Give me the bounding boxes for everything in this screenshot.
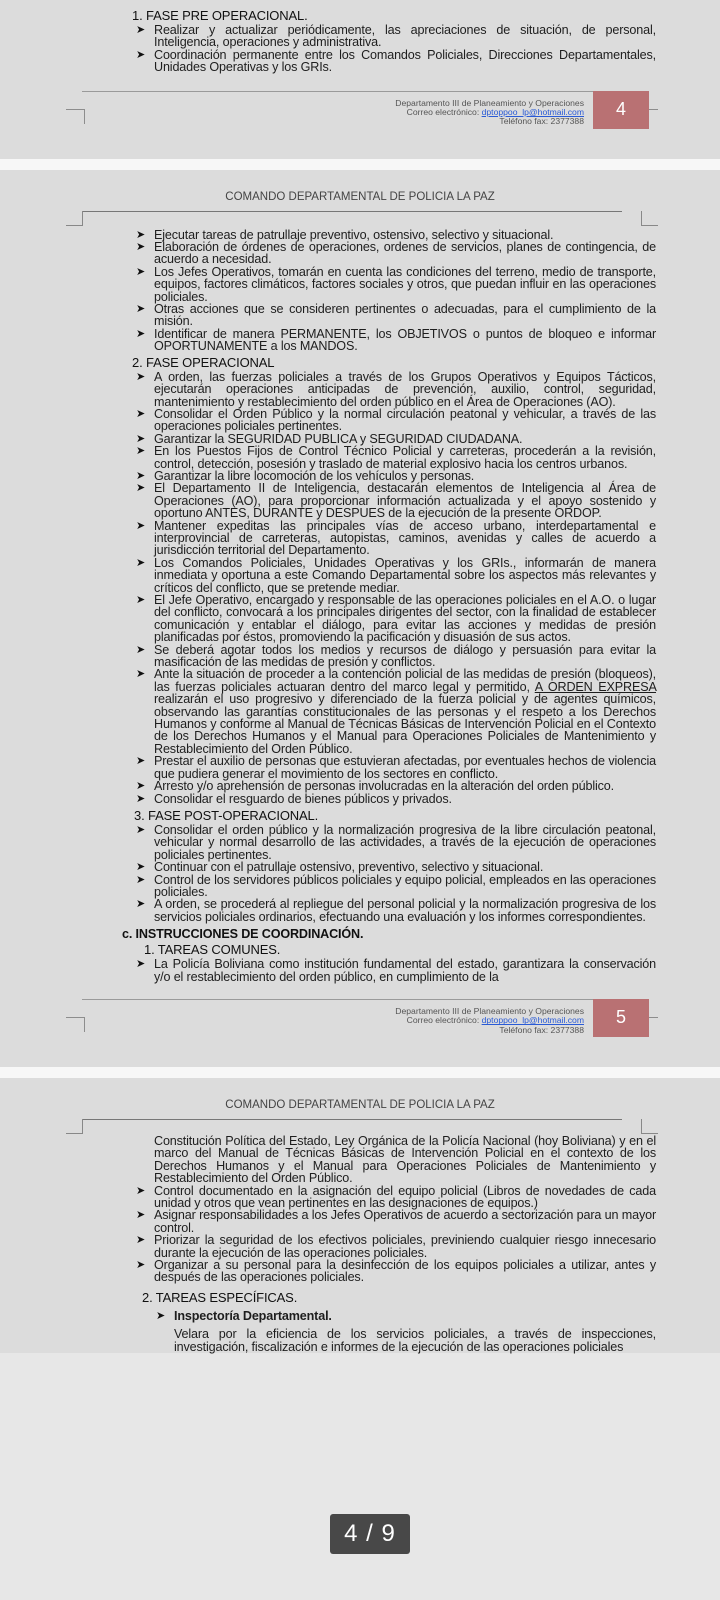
- item-text: La Policía Boliviana como institución fundamental del estado, garantizara la conservación y/o el restablecimiento del orden público, en cumplimiento de la: [154, 957, 656, 984]
- arrowhead-bullet-icon: ➤: [136, 469, 146, 482]
- bullet-list: [132, 371, 656, 805]
- subsection-title: 1. TAREAS COMUNES.: [144, 942, 281, 958]
- page-5: [0, 170, 720, 1067]
- item-text: Ante la situación de proceder a la contención policial de las medidas de presión (bloqueos), las fuerzas policiales actuaran dentro del marco legal y permitido,: [154, 667, 656, 694]
- page-4: [0, 0, 720, 159]
- page-4-content: [0, 8, 720, 74]
- list-item: [136, 1234, 656, 1259]
- list-item: [136, 780, 656, 792]
- item-text: Garantizar la libre locomoción de los vehículos y personas.: [154, 468, 475, 483]
- list-item: [136, 958, 656, 983]
- arrowhead-bullet-icon: ➤: [136, 482, 146, 495]
- list-item: [136, 861, 656, 873]
- bullet-list: [132, 1185, 656, 1284]
- item-text: Los Jefes Operativos, tomarán en cuenta las condiciones del terreno, medio de transporte, equipos, factores climáticos, factores sociales y otros, que puedan influir en las operaciones policiales.: [154, 264, 656, 304]
- item-text: El Departamento II de Inteligencia, destacarán elementos de Inteligencia al Área de Operaciones (AO), para proporcionar información actualizada y el apoyo sostenido y oportuno ANTES, DURANTE y DESPUES de la ejecución de la presente ORDOP.: [154, 481, 656, 521]
- header-title: COMANDO DEPARTAMENTAL DE POLICIA LA PAZ: [225, 1098, 495, 1111]
- item-text: Organizar a su personal para la desinfección de los equipos policiales a utilizar, antes y después de las operaciones policiales.: [154, 1258, 656, 1285]
- arrowhead-bullet-icon: ➤: [136, 755, 146, 768]
- arrowhead-bullet-icon: ➤: [136, 228, 146, 241]
- item-text: Continuar con el patrullaje ostensivo, preventivo, selectivo y situacional.: [154, 860, 544, 875]
- footer-rule: [82, 999, 640, 1000]
- item-text: Ejecutar tareas de patrullaje preventivo, ostensivo, selectivo y situacional.: [154, 227, 554, 242]
- item-text: Asignar responsabilidades a los Jefes Operativos de acuerdo a sectorización para un mayor control.: [154, 1208, 656, 1235]
- item-text: Garantizar la SEGURIDAD PUBLICA y SEGURIDAD CIUDADANA.: [154, 431, 523, 446]
- arrowhead-bullet-icon: ➤: [136, 861, 146, 874]
- footer-info: [395, 1007, 584, 1035]
- arrowhead-bullet-icon: ➤: [136, 792, 146, 805]
- list-item: [136, 1209, 656, 1234]
- header-corner-right: [641, 211, 658, 226]
- arrowhead-bullet-icon: ➤: [136, 1259, 146, 1272]
- list-item: [136, 328, 656, 353]
- list-item: [136, 482, 656, 519]
- item-text: A orden, las fuerzas policiales a través de los Grupos Operativos y Equipos Tácticos, ejecutarán operaciones anticipadas de prevención, auxilio, control, seguridad, mantenimiento y restablecimiento del orden público en el Área de Operaciones (AO).: [154, 369, 656, 409]
- footer-phone: Teléfono fax: 2377388: [499, 1024, 584, 1035]
- item-text: A orden, se procederá al repliegue del personal policial y la normalización progresiva de los servicios policiales ordinarios, efectuando una evaluación y los informes correspondientes.: [154, 897, 656, 924]
- section-title: 1. FASE PRE OPERACIONAL.: [132, 8, 308, 23]
- list-item: [136, 1185, 656, 1210]
- bullet-list: [132, 824, 656, 923]
- page-footer: [0, 999, 720, 1067]
- item-text: Priorizar la seguridad de los efectivos policiales, previniendo cualquier riesgo innecesario durante la ejecución de las operaciones policiales.: [154, 1233, 656, 1260]
- arrowhead-bullet-icon: ➤: [136, 432, 146, 445]
- bullet-list: [132, 24, 656, 74]
- arrowhead-bullet-icon: ➤: [136, 370, 146, 383]
- footer-email-link[interactable]: dptoppoo_lp@hotmail.com: [481, 107, 584, 118]
- page-separator: [0, 159, 720, 170]
- item-text: Consolidar el Orden Público y la normal circulación peatonal y vehicular, a través de las operaciones policiales pertinentes.: [154, 406, 656, 434]
- arrowhead-bullet-icon: ➤: [136, 519, 146, 532]
- list-item: [136, 445, 656, 470]
- item-text: Control documentado en la asignación del equipo policial (Libros de novedades de cada unidad y otros que vean pertinentes en las designaciones de equipos.): [154, 1183, 656, 1210]
- item-text: Identificar de manera PERMANENTE, los OBJETIVOS o puntos de bloqueo e informar OPORTUNAMENTE a los MANDOS.: [154, 326, 656, 354]
- item-text: Coordinación permanente entre los Comandos Policiales, Direcciones Departamentales, Unidades Operativas y los GRIs.: [154, 47, 656, 75]
- arrowhead-bullet-icon: ➤: [136, 303, 146, 316]
- item-text: Se deberá agotar todos los medios y recursos de diálogo y persuasión para evitar la masificación de las medidas de presión y conflictos.: [154, 642, 656, 670]
- arrowhead-bullet-icon: ➤: [136, 48, 146, 61]
- list-item: [136, 755, 656, 780]
- arrowhead-bullet-icon: ➤: [136, 241, 146, 254]
- page-header: [0, 170, 720, 236]
- list-item: [136, 1259, 656, 1284]
- page-6-content: [0, 1135, 720, 1353]
- list-item: [132, 1310, 656, 1322]
- item-text: Otras acciones que se consideren pertinentes o adecuadas, para el cumplimiento de la misión.: [154, 302, 656, 329]
- page-6: [0, 1078, 720, 1353]
- page-footer: [0, 91, 720, 159]
- item-text: Inspectoría Departamental.: [174, 1308, 332, 1323]
- arrowhead-bullet-icon: ➤: [156, 1309, 166, 1322]
- item-text: Consolidar el orden público y la normalización progresiva de la libre circulación peatonal, vehicular y normal desarrollo de las actividades, a través de la ejecución de operaciones policiales pertinentes.: [154, 822, 656, 862]
- list-item: [136, 557, 656, 594]
- footer-info: [395, 99, 584, 127]
- arrowhead-bullet-icon: ➤: [136, 1234, 146, 1247]
- arrowhead-bullet-icon: ➤: [136, 1209, 146, 1222]
- footer-rule: [82, 91, 640, 92]
- arrowhead-bullet-icon: ➤: [136, 445, 146, 458]
- item-text: Consolidar el resguardo de bienes públicos y privados.: [154, 791, 452, 806]
- item-text: Realizar y actualizar periódicamente, las apreciaciones de situación, de personal, Inteligencia, operaciones y administrativa.: [154, 23, 656, 50]
- continuation-paragraph: Constitución Política del Estado, Ley Orgánica de la Policía Nacional (hoy Boliviana) y en el marco del Manual de Técnicas Básicas de Intervención Policial en el contexto de los Derechos Humanos y el Manual para Operaciones Policiales de Mantenimiento y Restablecimiento del Orden Público.: [154, 1133, 656, 1186]
- footer-dept: Departamento III de Planeamiento y Operaciones: [395, 97, 584, 108]
- section-title: 2. FASE OPERACIONAL: [132, 354, 275, 370]
- bullet-list: [132, 958, 656, 983]
- list-item: [136, 898, 656, 923]
- paragraph: Velara por la eficiencia de los servicios policiales, a través de inspecciones, investigación, fiscalización e informes de la ejecución de las operaciones policiales: [174, 1327, 656, 1354]
- footer-phone: Teléfono fax: 2377388: [499, 116, 584, 127]
- item-text: En los Puestos Fijos de Control Técnico Policial y carreteras, procederán a la revisión, control, detección, posesión y traslado de material explosivo hacia los centros urbanos.: [154, 444, 656, 471]
- item-text: Los Comandos Policiales, Unidades Operativas y los GRIs., informarán de manera inmediata y oportuna a este Comando Departamental sobre los aspectos más relevantes y críticos del conflicto, que se pretende mediar.: [154, 555, 656, 595]
- page-number-badge: 4: [593, 91, 649, 129]
- arrowhead-bullet-icon: ➤: [136, 668, 146, 681]
- header-corner-left: [66, 211, 83, 226]
- section-title: c. INSTRUCCIONES DE COORDINACIÓN.: [122, 927, 364, 942]
- arrowhead-bullet-icon: ➤: [136, 594, 146, 606]
- section-title: 3. FASE POST-OPERACIONAL.: [134, 807, 319, 823]
- header-corner-right: [641, 1119, 658, 1134]
- item-text: El Jefe Operativo, encargado y responsable de las operaciones policiales en el A.O. o lugar del conflicto, convocará a los principales dirigentes del sector, con la finalidad de establecer comunicación y entablar el diálogo, para evitar las acciones y medidas de presión planificadas por éstos, promoviendo la pacificación y disuasión de sus actos.: [154, 593, 656, 645]
- list-item: [136, 24, 656, 49]
- header-corner-left: [66, 1119, 83, 1134]
- page-separator: [0, 1067, 720, 1078]
- subsection-title: 2. TAREAS ESPECÍFICAS.: [142, 1289, 298, 1305]
- item-text-underlined: A ORDEN EXPRESA: [534, 679, 656, 694]
- footer-dept: Departamento III de Planeamiento y Operaciones: [395, 1005, 584, 1016]
- arrowhead-bullet-icon: ➤: [136, 898, 146, 911]
- page-header: [0, 1078, 720, 1144]
- item-text: Control de los servidores públicos policiales y equipo policial, empleados en las operaciones policiales.: [154, 872, 656, 899]
- arrowhead-bullet-icon: ➤: [136, 958, 146, 971]
- list-item: [136, 668, 656, 755]
- list-item: [136, 594, 656, 644]
- list-item: [136, 303, 656, 328]
- list-item: [136, 520, 656, 557]
- page-indicator: 4 / 9: [330, 1514, 410, 1554]
- arrowhead-bullet-icon: ➤: [136, 407, 146, 420]
- list-item: [136, 49, 656, 74]
- item-text: Prestar el auxilio de personas que estuvieran afectadas, por eventuales hechos de violencia que pudiera generar el movimiento de los sectores en conflicto.: [154, 754, 656, 781]
- arrowhead-bullet-icon: ➤: [136, 265, 146, 278]
- item-text: Mantener expeditas las principales vías de acceso urbano, interdepartamental e interprovincial de carreteras, autopistas, caminos, avenidas y calles de acuerdo a jurisdicción territorial del Departamento.: [154, 518, 656, 558]
- arrowhead-bullet-icon: ➤: [136, 823, 146, 836]
- page-5-content: [0, 229, 720, 983]
- item-text: realizarán el uso progresivo y diferenciado de la fuerza policial y de agentes químicos, observando las garantías constitucionales de las personas y el respeto a los Derechos Humanos y conforme al Manual de Técnicas Básicas de Intervención Policial en el Contexto de los Derechos Humanos y el Manual para Operaciones Policiales de Mantenimiento y Restablecimiento del Orden Público.: [154, 692, 656, 756]
- list-item: [136, 371, 656, 408]
- item-text: Arresto y/o aprehensión de personas involucradas en la alteración del orden público.: [154, 779, 614, 794]
- list-item: [136, 241, 656, 266]
- footer-email-label: Correo electrónico:: [406, 1015, 480, 1026]
- arrowhead-bullet-icon: ➤: [136, 1184, 146, 1197]
- list-item: [136, 793, 656, 805]
- arrowhead-bullet-icon: ➤: [136, 643, 146, 656]
- arrowhead-bullet-icon: ➤: [136, 327, 146, 340]
- footer-corner-left: [66, 1017, 85, 1032]
- header-rule: [82, 1119, 622, 1120]
- arrowhead-bullet-icon: ➤: [136, 556, 146, 569]
- list-item: [136, 408, 656, 433]
- header-title: COMANDO DEPARTAMENTAL DE POLICIA LA PAZ: [225, 190, 495, 203]
- header-rule: [82, 211, 622, 212]
- arrowhead-bullet-icon: ➤: [136, 780, 146, 793]
- footer-email-label: Correo electrónico:: [406, 107, 480, 118]
- list-item: [136, 824, 656, 861]
- bullet-list: [132, 229, 656, 353]
- item-text: Elaboración de órdenes de operaciones, ordenes de servicios, planes de contingencia, de acuerdo a necesidad.: [154, 240, 656, 267]
- footer-corner-left: [66, 109, 85, 124]
- list-item: [136, 266, 656, 303]
- list-item: [136, 874, 656, 899]
- footer-email-link[interactable]: dptoppoo_lp@hotmail.com: [481, 1015, 584, 1026]
- page-number-badge: 5: [593, 999, 649, 1037]
- arrowhead-bullet-icon: ➤: [136, 24, 146, 36]
- arrowhead-bullet-icon: ➤: [136, 873, 146, 886]
- list-item: [136, 644, 656, 669]
